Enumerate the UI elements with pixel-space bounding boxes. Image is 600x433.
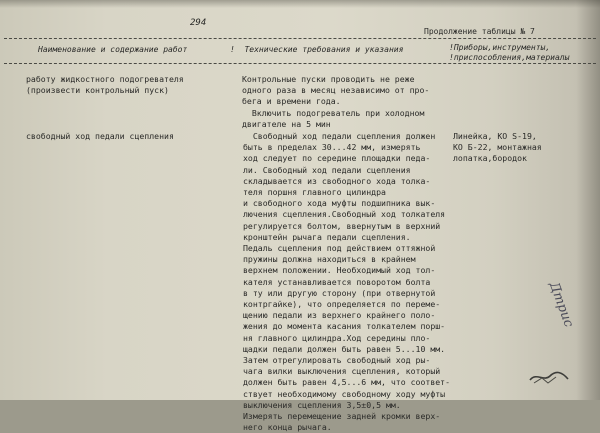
handwritten-margin-note: Дтрис — [545, 280, 577, 330]
column-header-tools: !Приборы,инструменты, !приспособления,материалы — [449, 43, 570, 62]
row2-tools-cell: Линейка, КО S-19, КО Б-22, монтажная лопатка,бородок — [453, 131, 542, 164]
column-header-work: Наименование и содержание работ — [38, 45, 188, 54]
row1-work-cell: работу жидкостного подогревателя (произвести контрольный пуск) — [26, 74, 184, 96]
ink-stamp-icon — [528, 368, 570, 386]
table-continuation-caption: Продолжение таблицы № 7 — [424, 27, 535, 36]
row1-requirements-cell: Контрольные пуски проводить не реже одного раза в месяц независимо от про- бега и времени года. Включить подогреватель при холодном двигателе на 5 мин — [242, 74, 430, 129]
header-top-rule — [4, 38, 596, 39]
page-top-shadow — [0, 0, 600, 8]
header-bottom-rule — [4, 63, 596, 64]
row2-work-cell: свободный ход педали сцепления — [26, 131, 174, 141]
row2-requirements-cell: Свободный ход педали сцепления должен быть в пределах 30...42 мм, измерять ход следует по середине площадки педа- ли. Свободный ход педали сцепления складывается из свободного хода толка- теля поршня главного цилиндра и свободного хода муфты подшипника вык- лючения сцепления.Свободный ход толкателя регулируется болтом, ввернутым в верхний кронштейн рычага педали сцепления. Педаль сцепления под действием оттяжной пружины должна находиться в крайнем верхнем положении. Необходимый ход тол- кателя устанавливается поворотом болта в ту или другую сторону (при отвернутой контргайке), что определяется по переме- щению педали из верхнего крайнего поло- жения до момента касания толкателем порш- ня главного цилиндра.Ход середины пло- щадки педали должен быть равен 5...10 мм. Затем отрегулировать свободный ход ры- чага вилки выключения сцепления, который должен быть равен 4,5...6 мм, что соответ- ствует необходимому свободному ходу муфты выключения сцепления 3,5±0,5 мм. Измерять перемещение задней кромки верх- него конца рычага. — [243, 131, 451, 433]
column-header-requirements: ! Технические требования и указания — [230, 45, 404, 54]
page-edge-shadow — [576, 0, 600, 400]
page-number: 294 — [190, 18, 207, 28]
